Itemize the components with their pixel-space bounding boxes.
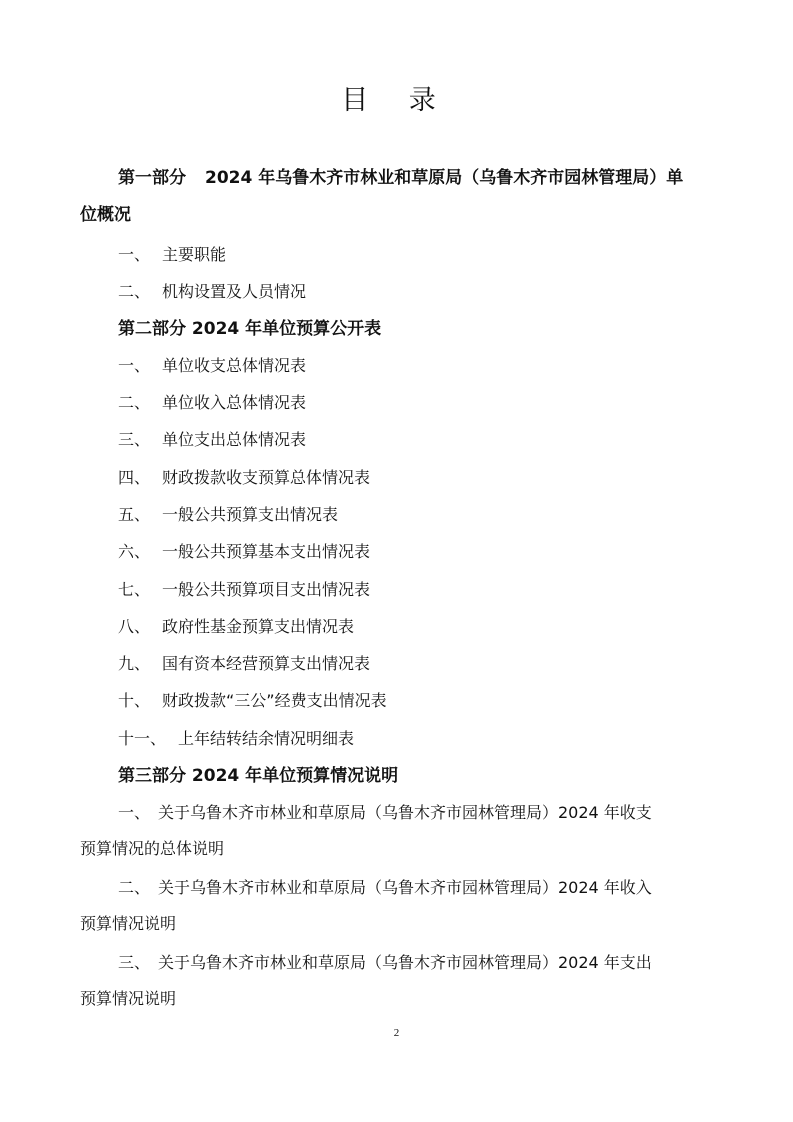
toc-item[interactable]: 七、 一般公共预算项目支出情况表 <box>118 580 371 599</box>
page-title: 目 录 <box>341 85 452 116</box>
toc-item[interactable]: 五、 一般公共预算支出情况表 <box>118 505 339 524</box>
part1-label: 第一部分 <box>118 168 186 188</box>
toc-item[interactable]: 二、 关于乌鲁木齐市林业和草原局（乌鲁木齐市园林管理局）2024 年收入 预算情况说明 <box>80 878 652 933</box>
toc-item[interactable]: 一、 单位收支总体情况表 <box>118 356 307 375</box>
toc-item[interactable]: 四、 财政拨款收支预算总体情况表 <box>118 468 371 487</box>
document-page: 目 录 第一部分 2024 年乌鲁木齐市林业和草原局（乌鲁木齐市园林管理局）单 位概况 一、 主要职能 二、 机构设置及人员情况 第二部分 2024 年单位预算公开表 一、 单位收支总体情况表 二、 单位收入总体情况表 三、 单位支出总体情况表 四、 财政拨款收支预算总体情况表 五、 一般公共预算支出情况表 六、 一般公共预算基本支出情况表 七、 一般公共预算项目支出情况表 八、 政府性基金预算支出情况表 九、 国有资本经营预算支出情况表 十、 财政拨款“三公”经费支出情况表 十一、 上年结转结余情况明细表 第三部分 2024 年单位预算情况说明 一、 关于乌鲁木齐市林业和草原局（乌鲁木齐市园林管理局）2024 年收支 预算情况的总体说明 二、 关于乌鲁木齐市林业和草原局（乌鲁木齐市园林管理局）2024 年收入 预算情况说明 三、 关于乌鲁木齐市林业和草原局（乌鲁木齐市园林管理局）2024 年支出 预算情况说明 2 <box>0 0 793 1122</box>
page-number: 2 <box>393 1027 400 1039</box>
toc-item[interactable]: 三、 关于乌鲁木齐市林业和草原局（乌鲁木齐市园林管理局）2024 年支出 预算情况说明 <box>80 953 652 1008</box>
toc-item[interactable]: 十、 财政拨款“三公”经费支出情况表 <box>118 691 387 710</box>
toc-item[interactable]: 八、 政府性基金预算支出情况表 <box>118 617 355 636</box>
toc-item[interactable]: 二、 单位收入总体情况表 <box>118 393 307 412</box>
toc-item[interactable]: 一、 关于乌鲁木齐市林业和草原局（乌鲁木齐市园林管理局）2024 年收支 预算情况的总体说明 <box>80 803 652 858</box>
toc-item[interactable]: 二、 机构设置及人员情况 <box>118 282 307 301</box>
toc-item[interactable]: 六、 一般公共预算基本支出情况表 <box>118 542 371 561</box>
toc-item[interactable]: 一、 主要职能 <box>118 245 227 264</box>
toc-item[interactable]: 十一、 上年结转结余情况明细表 <box>118 729 355 748</box>
part1-title-line1: 2024 年乌鲁木齐市林业和草原局（乌鲁木齐市园林管理局）单 <box>205 168 684 188</box>
toc-item[interactable]: 九、 国有资本经营预算支出情况表 <box>118 654 371 673</box>
toc-item[interactable]: 三、 单位支出总体情况表 <box>118 430 307 449</box>
part1-title-line2: 位概况 <box>80 205 131 225</box>
